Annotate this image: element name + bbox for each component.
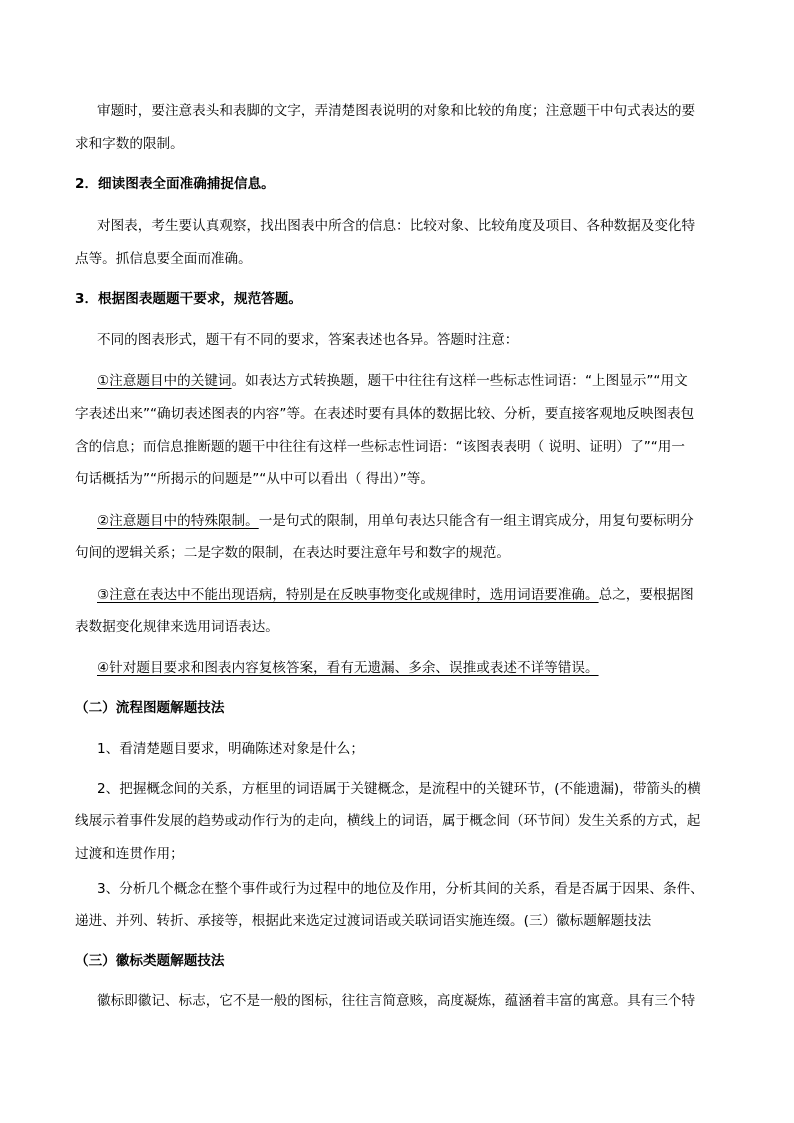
paragraph-line: 含的信息；而信息推断题的题干中往往有这样一些标志性词语：“该图表表明（ 说明、证明）了”“用一 bbox=[75, 439, 685, 455]
paragraph-line: 线展示着事件发展的趋势或动作行为的走向，横线上的词语，属于概念间（环节间）发生关系的方式，起 bbox=[75, 813, 701, 829]
paragraph-line: 句间的逻辑关系；二是字数的限制，在表达时要注意年号和数字的规范。 bbox=[75, 545, 510, 561]
paragraph-line: 字表述出来”“确切表述图表的内容”等。在表述时要有具体的数据比较、分析，要直接客观地反映图表包 bbox=[75, 406, 695, 422]
paragraph-line: 句话概括为”“所揭示的问题是”“从中可以看出（ 得出）”等。 bbox=[75, 471, 434, 487]
paragraph-line bbox=[97, 586, 694, 604]
paragraph-text: 总之，要根据图 bbox=[598, 587, 694, 603]
paragraph-line: 对图表，考生要认真观察，找出图表中所含的信息：比较对象、比较角度及项目、各种数据及变化特 bbox=[97, 218, 696, 234]
section-heading: 3．根据图表题题干要求，规范答题。 bbox=[75, 291, 302, 307]
underlined-key-point: ③注意在表达中不能出现语病，特别是在反映事物变化或规律时，选用词语要准确。 bbox=[97, 587, 599, 603]
paragraph-line bbox=[97, 512, 694, 530]
underlined-key-point: ④针对题目要求和图表内容复核答案，看有无遗漏、多余、误推或表述不详等错误。 bbox=[97, 660, 599, 676]
subsection-heading: （三）徽标类题解题技法 bbox=[75, 953, 225, 969]
paragraph-line: 求和字数的限制。 bbox=[75, 136, 184, 152]
paragraph-line: 递进、并列、转折、承接等，根据此来选定过渡词语或关联词语实施连缀。(三）徽标题解题技法 bbox=[75, 913, 652, 929]
paragraph-line: 1、看清楚题目要求，明确陈述对象是什么； bbox=[97, 741, 364, 757]
paragraph-line: 不同的图表形式，题干有不同的要求，答案表述也各异。答题时注意： bbox=[97, 332, 519, 348]
underlined-key-point: ②注意题目中的特殊限制。 bbox=[97, 513, 259, 529]
section-heading: 2．细读图表全面准确捕捉信息。 bbox=[75, 176, 275, 192]
paragraph-line: 2、把握概念间的关系，方框里的词语属于关键概念，是流程中的关键环节，(不能遗漏)，带箭头的横 bbox=[97, 781, 701, 797]
subsection-heading: （二）流程图题解题技法 bbox=[75, 700, 225, 716]
paragraph-line: 点等。抓信息要全面而准确。 bbox=[75, 251, 252, 267]
paragraph-text: 一是句式的限制，用单句表达只能含有一组主谓宾成分，用复句要标明分 bbox=[258, 513, 694, 529]
paragraph-line: 表数据变化规律来选用词语表达。 bbox=[75, 619, 279, 635]
paragraph-line: 徽标即徽记、标志，它不是一般的图标，往往言简意赅，高度凝炼，蕴涵着丰富的寓意。具有三个特 bbox=[97, 993, 696, 1009]
underlined-key-point: ①注意题目中的关键词 bbox=[97, 373, 232, 389]
paragraph-line: 3、分析几个概念在整个事件或行为过程中的地位及作用，分析其间的关系，看是否属于因果、条件、 bbox=[97, 881, 704, 897]
paragraph-line: 过渡和连贯作用； bbox=[75, 846, 184, 862]
paragraph-line: 审题时，要注意表头和表脚的文字，弄清楚图表说明的对象和比较的角度；注意题干中句式表达的要 bbox=[97, 103, 696, 119]
paragraph-text: 。如表达方式转换题，题干中往往有这样一些标志性词语：“上图显示”“用文 bbox=[231, 373, 688, 389]
paragraph-line bbox=[97, 372, 688, 390]
